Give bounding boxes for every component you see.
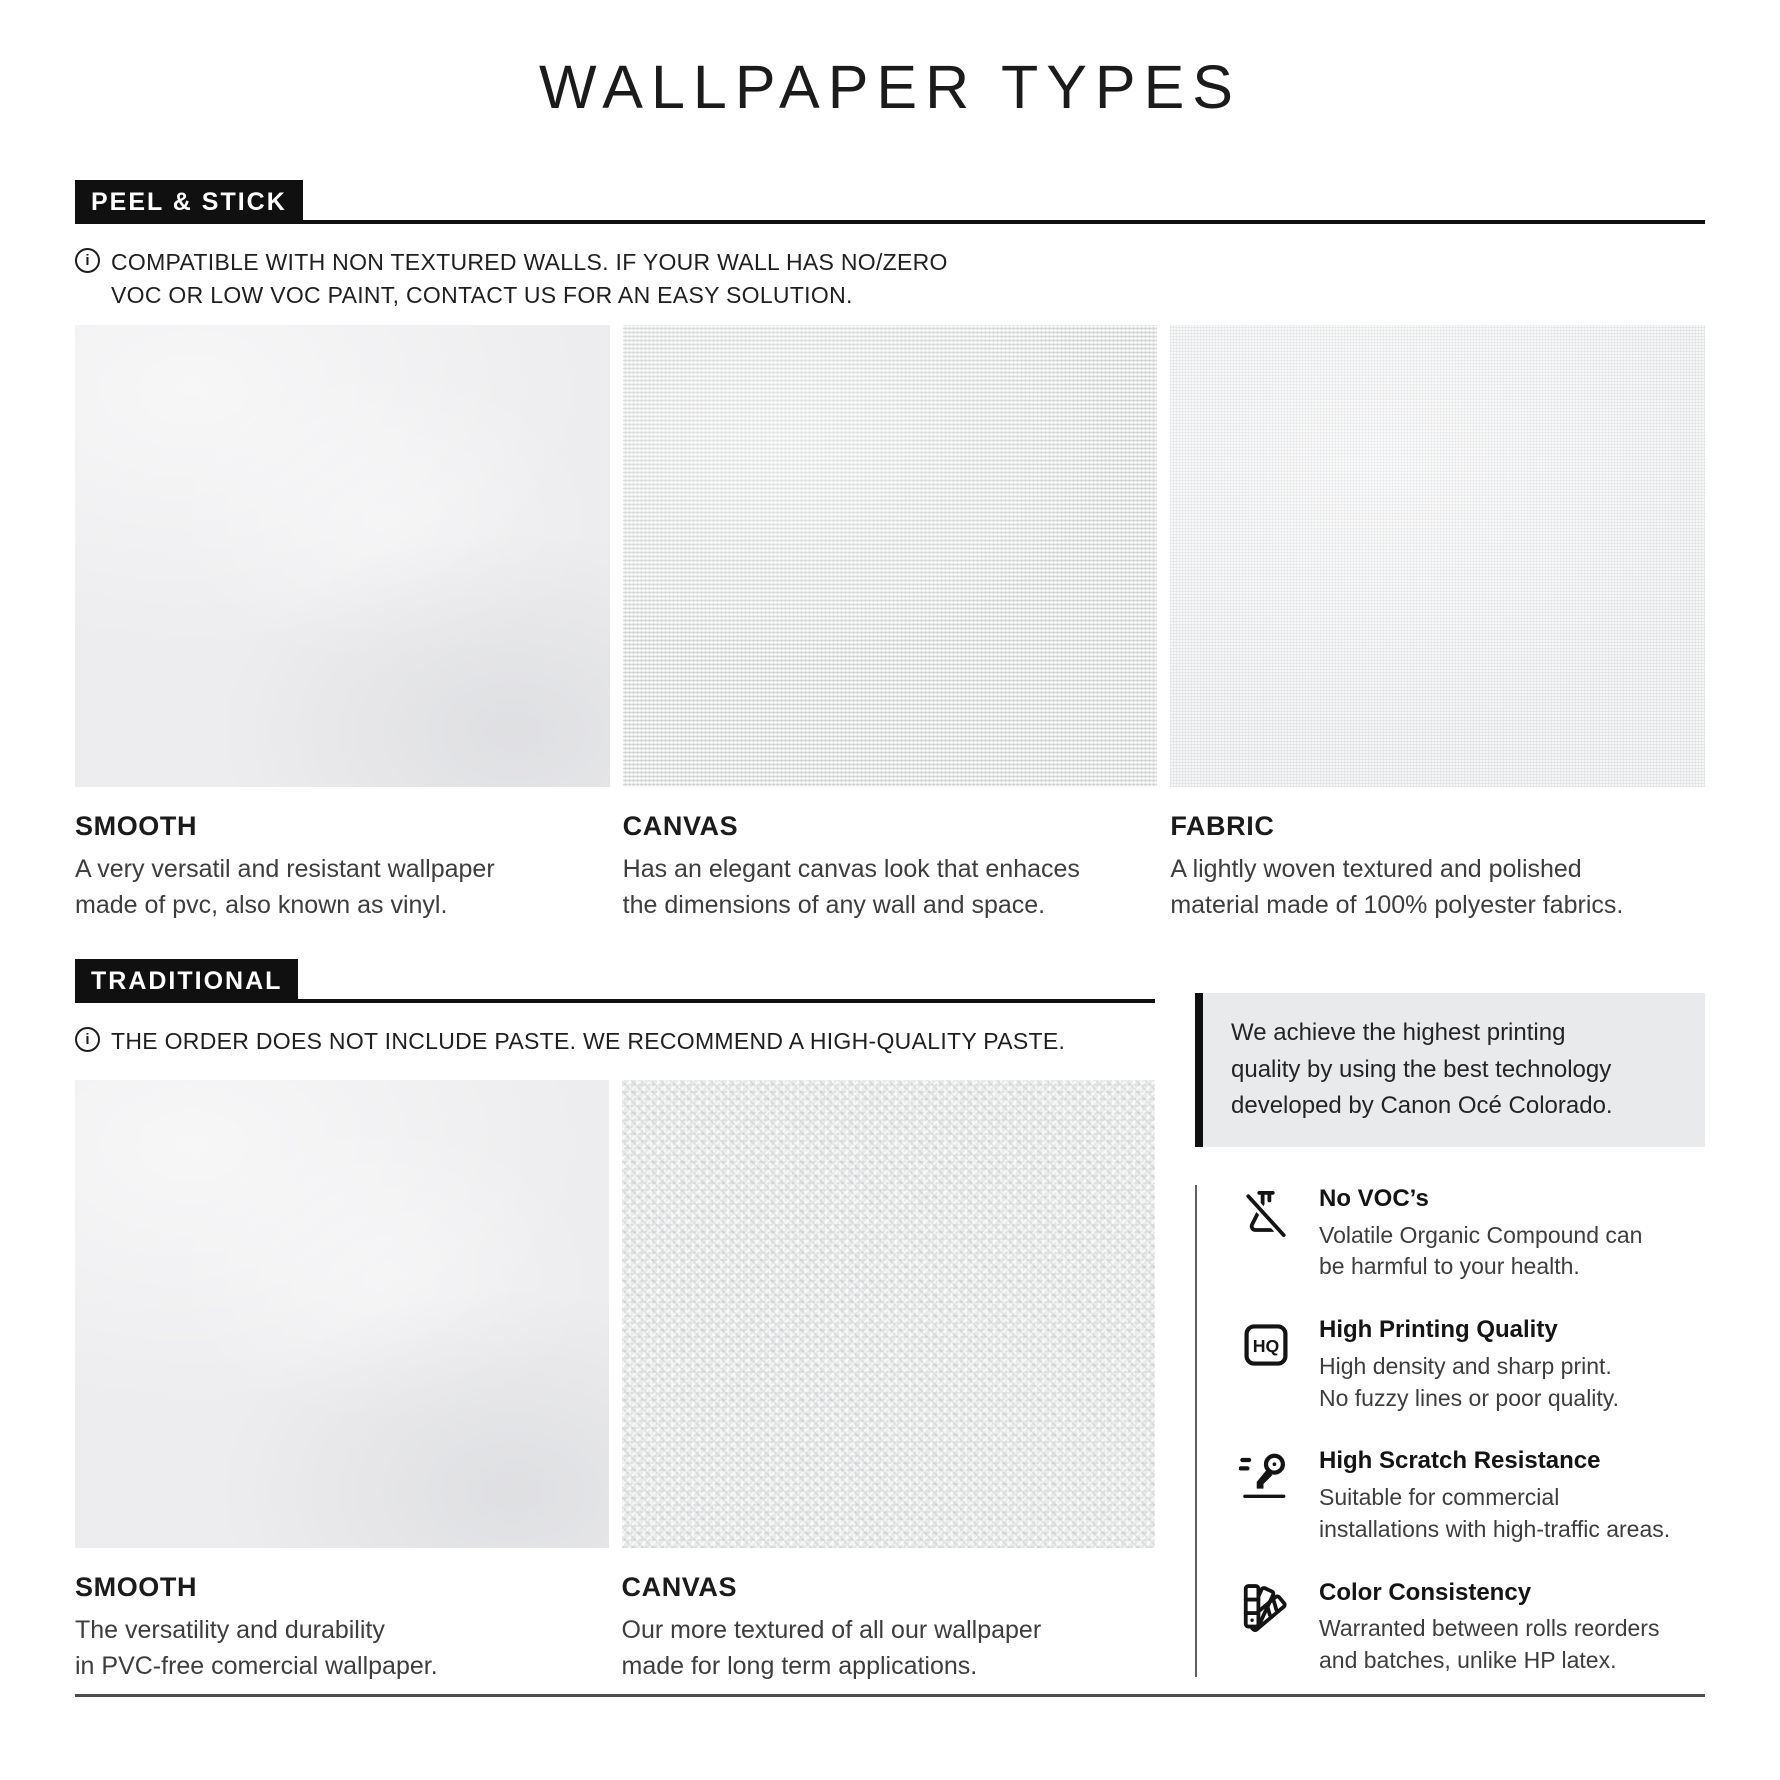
smooth-texture-swatch [75, 1080, 609, 1548]
feature-description [1319, 1482, 1670, 1545]
info-icon: i [75, 1027, 100, 1052]
desc-line: the dimensions of any wall and space. [622, 890, 1046, 919]
feature-high-printing-quality [1239, 1316, 1705, 1414]
quote-line: We achieve the highest printing [1231, 1019, 1566, 1047]
info-icon: i [75, 248, 100, 273]
swatch-description [623, 852, 1158, 923]
feature-description [1319, 1351, 1619, 1414]
aside-column [1195, 959, 1705, 1676]
swatch-card-canvas [622, 1080, 1156, 1684]
quote-line: quality by using the best technology [1231, 1055, 1612, 1083]
section-header-traditional [75, 959, 1155, 1003]
hq-badge-icon [1239, 1318, 1293, 1372]
feature-text [1319, 1316, 1619, 1414]
swatch-description [75, 1613, 609, 1684]
canvas-texture-swatch [623, 325, 1158, 787]
feature-desc-line: and batches, unlike HP latex. [1319, 1647, 1617, 1674]
feature-desc-line: Warranted between rolls reorders [1319, 1615, 1660, 1642]
swatch-label: SMOOTH [75, 811, 198, 842]
color-swatches-icon [1239, 1581, 1293, 1635]
swatch-card-fabric [1170, 325, 1705, 923]
feature-title: High Printing Quality [1319, 1316, 1558, 1344]
note-text [111, 1025, 1065, 1058]
feature-title: High Scratch Resistance [1319, 1447, 1601, 1475]
feature-scratch-resistance [1239, 1447, 1705, 1545]
peel-stick-swatch-row [75, 325, 1705, 923]
feature-list [1195, 1185, 1705, 1677]
quote-line: developed by Canon Océ Colorado. [1231, 1092, 1613, 1120]
section-tag-peel-stick: PEEL & STICK [75, 180, 303, 224]
feature-desc-line: be harmful to your health. [1319, 1253, 1580, 1280]
printing-quality-callout [1195, 993, 1705, 1146]
feature-description [1319, 1220, 1642, 1283]
swatch-label: FABRIC [1170, 811, 1275, 842]
note-traditional [75, 1025, 1155, 1058]
feature-text [1319, 1579, 1659, 1677]
swatch-card-smooth [75, 325, 610, 923]
swatch-description [622, 1613, 1156, 1684]
section-header-peel-stick [75, 180, 1705, 224]
swatch-description [1170, 852, 1705, 923]
section-rule [303, 220, 1705, 224]
desc-line: made for long term applications. [621, 1651, 978, 1680]
swatch-card-smooth [75, 1080, 609, 1684]
feature-desc-line: No fuzzy lines or poor quality. [1319, 1384, 1619, 1411]
wallpaper-types-infographic [75, 0, 1705, 1697]
desc-line: made of pvc, also known as vinyl. [75, 890, 448, 919]
feature-title: Color Consistency [1319, 1578, 1532, 1606]
bottom-section [75, 959, 1705, 1684]
page-title: WALLPAPER TYPES [539, 53, 1241, 121]
desc-line: Has an elegant canvas look that enhaces [622, 855, 1080, 884]
desc-line: The versatility and durability [75, 1616, 385, 1645]
desc-line: Our more textured of all our wallpaper [621, 1616, 1042, 1645]
feature-desc-line: Volatile Organic Compound can [1319, 1221, 1643, 1248]
traditional-swatch-row [75, 1080, 1155, 1684]
page-bottom-divider [75, 1694, 1705, 1697]
feature-desc-line: High density and sharp print. [1319, 1352, 1612, 1379]
desc-line: in PVC-free comercial wallpaper. [75, 1651, 438, 1680]
note-text [111, 246, 948, 311]
swatch-label: CANVAS [621, 1572, 738, 1603]
svg-text:HQ: HQ [1252, 1335, 1280, 1356]
fabric-texture-swatch [1170, 325, 1705, 787]
feature-text [1319, 1185, 1642, 1283]
feature-description [1319, 1613, 1659, 1676]
feature-text [1319, 1447, 1670, 1545]
feature-no-voc [1239, 1185, 1705, 1283]
swatch-description [75, 852, 610, 923]
canvas-texture-swatch [622, 1080, 1156, 1548]
feature-color-consistency [1239, 1579, 1705, 1677]
swatch-label: CANVAS [622, 811, 739, 842]
key-scratch-icon [1239, 1449, 1293, 1503]
smooth-texture-swatch [75, 325, 610, 787]
no-voc-flask-icon [1239, 1187, 1293, 1241]
feature-desc-line: Suitable for commercial [1319, 1484, 1560, 1511]
note-line: VOC OR LOW VOC PAINT, CONTACT US FOR AN EASY SOLUTION. [111, 281, 853, 308]
desc-line: A very versatil and resistant wallpaper [75, 855, 495, 884]
feature-desc-line: installations with high-traffic areas. [1319, 1515, 1671, 1542]
desc-line: material made of 100% polyester fabrics. [1170, 890, 1624, 919]
swatch-card-canvas [623, 325, 1158, 923]
swatch-label: SMOOTH [75, 1572, 198, 1603]
note-line: COMPATIBLE WITH NON TEXTURED WALLS. IF YOUR WALL HAS NO/ZERO [111, 249, 948, 276]
feature-title: No VOC’s [1319, 1184, 1429, 1212]
note-peel-stick [75, 246, 1705, 311]
section-rule [298, 999, 1155, 1003]
note-line: THE ORDER DOES NOT INCLUDE PASTE. WE RECOMMEND A HIGH-QUALITY PASTE. [111, 1028, 1066, 1055]
desc-line: A lightly woven textured and polished [1170, 855, 1582, 884]
section-tag-traditional: TRADITIONAL [75, 959, 298, 1003]
traditional-section [75, 959, 1155, 1684]
